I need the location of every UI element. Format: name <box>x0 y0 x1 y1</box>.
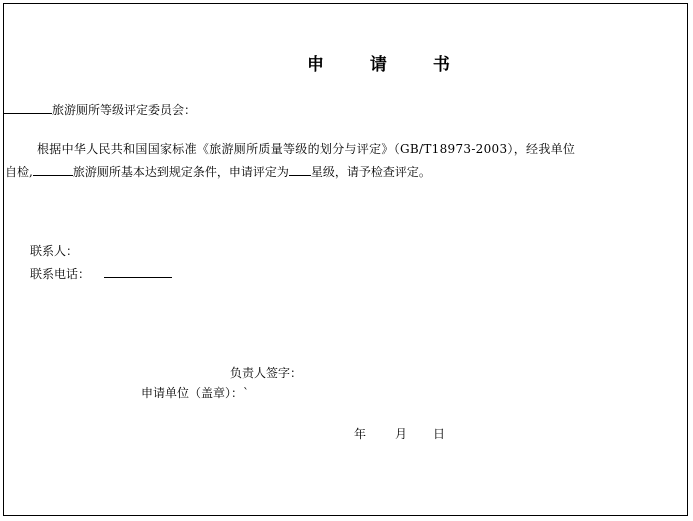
body-text-2b: 旅游厕所基本达到规定条件，申请评定为 <box>72 165 289 179</box>
phone-blank[interactable] <box>104 265 172 278</box>
body-text-2c: 星级，请予检查评定。 <box>310 165 431 179</box>
addressee-text: 旅游厕所等级评定委员会： <box>52 103 197 117</box>
addressee-blank[interactable] <box>4 101 52 114</box>
contact-phone-label: 联系电话： <box>30 267 91 281</box>
page-title: 申 请 书 <box>307 55 470 75</box>
unit-seal-line <box>141 386 249 400</box>
date-month: 月 <box>395 427 408 441</box>
addressee-line <box>4 101 196 117</box>
date-year: 年 <box>354 427 367 441</box>
body-text-1: 根据中华人民共和国国家标准《旅游厕所质量等级的划分与评定》（GB/T18973-2003），经我单位 <box>37 142 576 156</box>
star-level-blank[interactable] <box>289 163 311 176</box>
document-border <box>3 3 688 516</box>
signer-label: 负责人签字： <box>230 366 303 380</box>
contact-phone <box>30 265 172 281</box>
contact-person <box>30 244 78 258</box>
date-day: 日 <box>433 427 446 441</box>
body-line-2 <box>5 163 431 179</box>
body-line-1 <box>37 142 575 156</box>
signer-line <box>230 366 302 380</box>
unit-name-blank[interactable] <box>33 163 73 176</box>
contact-person-label: 联系人： <box>30 244 79 258</box>
body-text-2a: 自检, <box>5 165 33 179</box>
unit-seal-label: 申请单位（盖章）：` <box>141 386 250 400</box>
